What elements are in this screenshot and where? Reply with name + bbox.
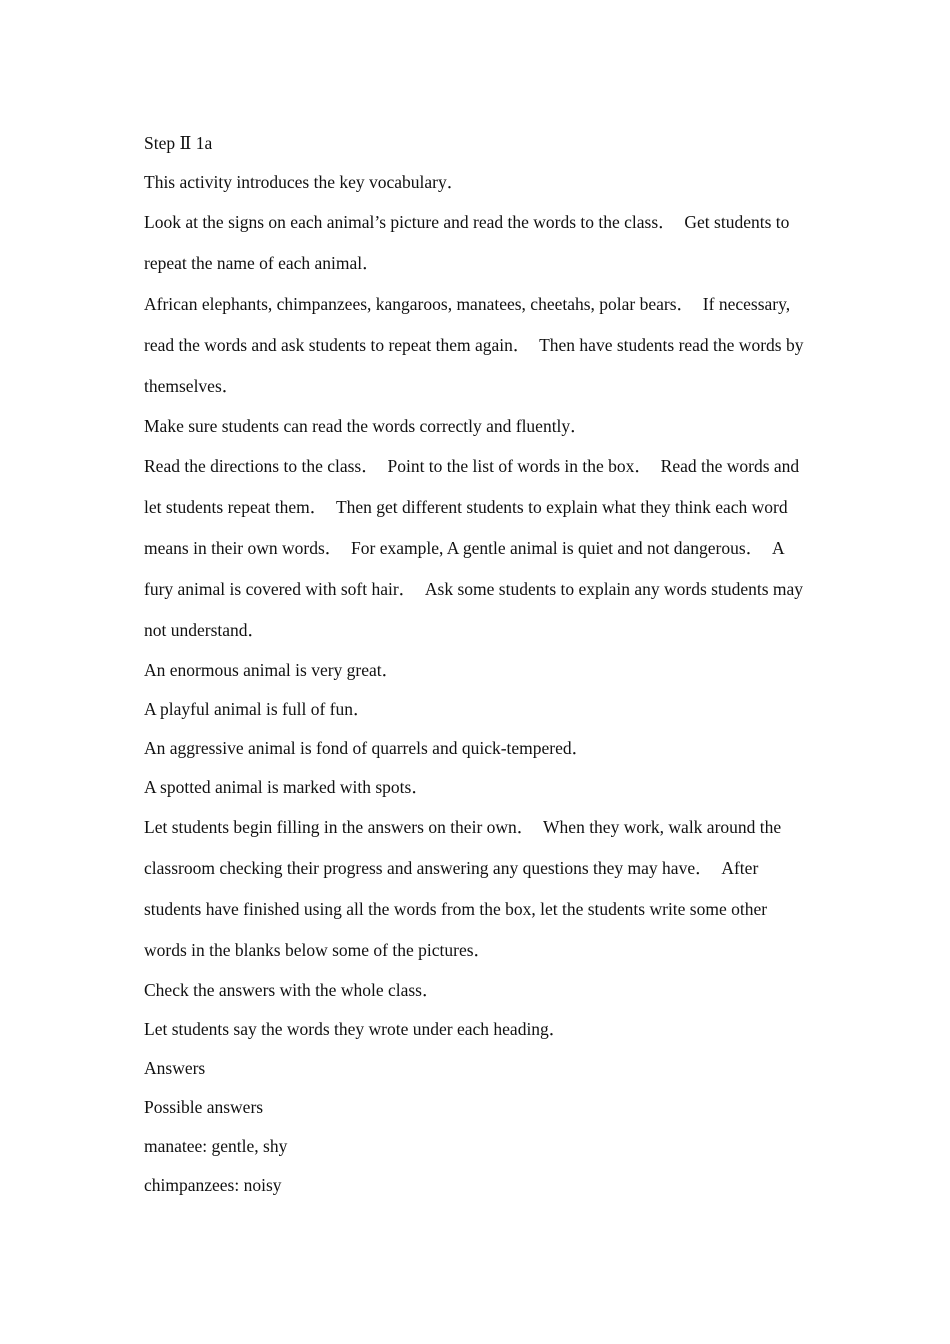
answer-line: chimpanzees: noisy [144, 1175, 282, 1195]
paragraph: Make sure students can read the words correctly and fluently． [144, 416, 588, 436]
possible-answers-heading: Possible answers [144, 1097, 264, 1117]
paragraph: African elephants, chimpanzees, kangaroos, manatees, cheetahs, polar bears． If necessary, read the words and ask students to repeat them again． Then have students read the words by themselves． [144, 294, 804, 396]
paragraph: Read the directions to the class． Point to the list of words in the box． Read the words and let students repeat them． Then get different students to explain what they think each word means in their own words． For example, A gentle animal is quiet and not dangerous． A fury animal is covered with soft hair． Ask some students to explain any words students may not understand． [144, 456, 804, 640]
paragraph: An aggressive animal is fond of quarrels and quick-tempered． [144, 738, 590, 758]
paragraph: This activity introduces the key vocabulary． [144, 172, 465, 192]
paragraph: An enormous animal is very great． [144, 660, 400, 680]
answer-line: manatee: gentle, shy [144, 1136, 288, 1156]
paragraph: Look at the signs on each animal’s picture and read the words to the class． Get students to repeat the name of each animal． [144, 212, 790, 273]
paragraph: Let students begin filling in the answers on their own． When they work, walk around the classroom checking their progress and answering any questions they may have． After students have finished using all the words from the box, let the students write some other words in the blanks below some of the pictures． [144, 817, 782, 960]
paragraph: A spotted animal is marked with spots． [144, 777, 429, 797]
paragraph: A playful animal is full of fun． [144, 699, 371, 719]
step-heading: Step Ⅱ 1a [144, 133, 213, 153]
document-page [144, 124, 814, 1205]
paragraph: Let students say the words they wrote under each heading． [144, 1019, 567, 1039]
answers-heading: Answers [144, 1058, 206, 1078]
paragraph: Check the answers with the whole class． [144, 980, 440, 1000]
